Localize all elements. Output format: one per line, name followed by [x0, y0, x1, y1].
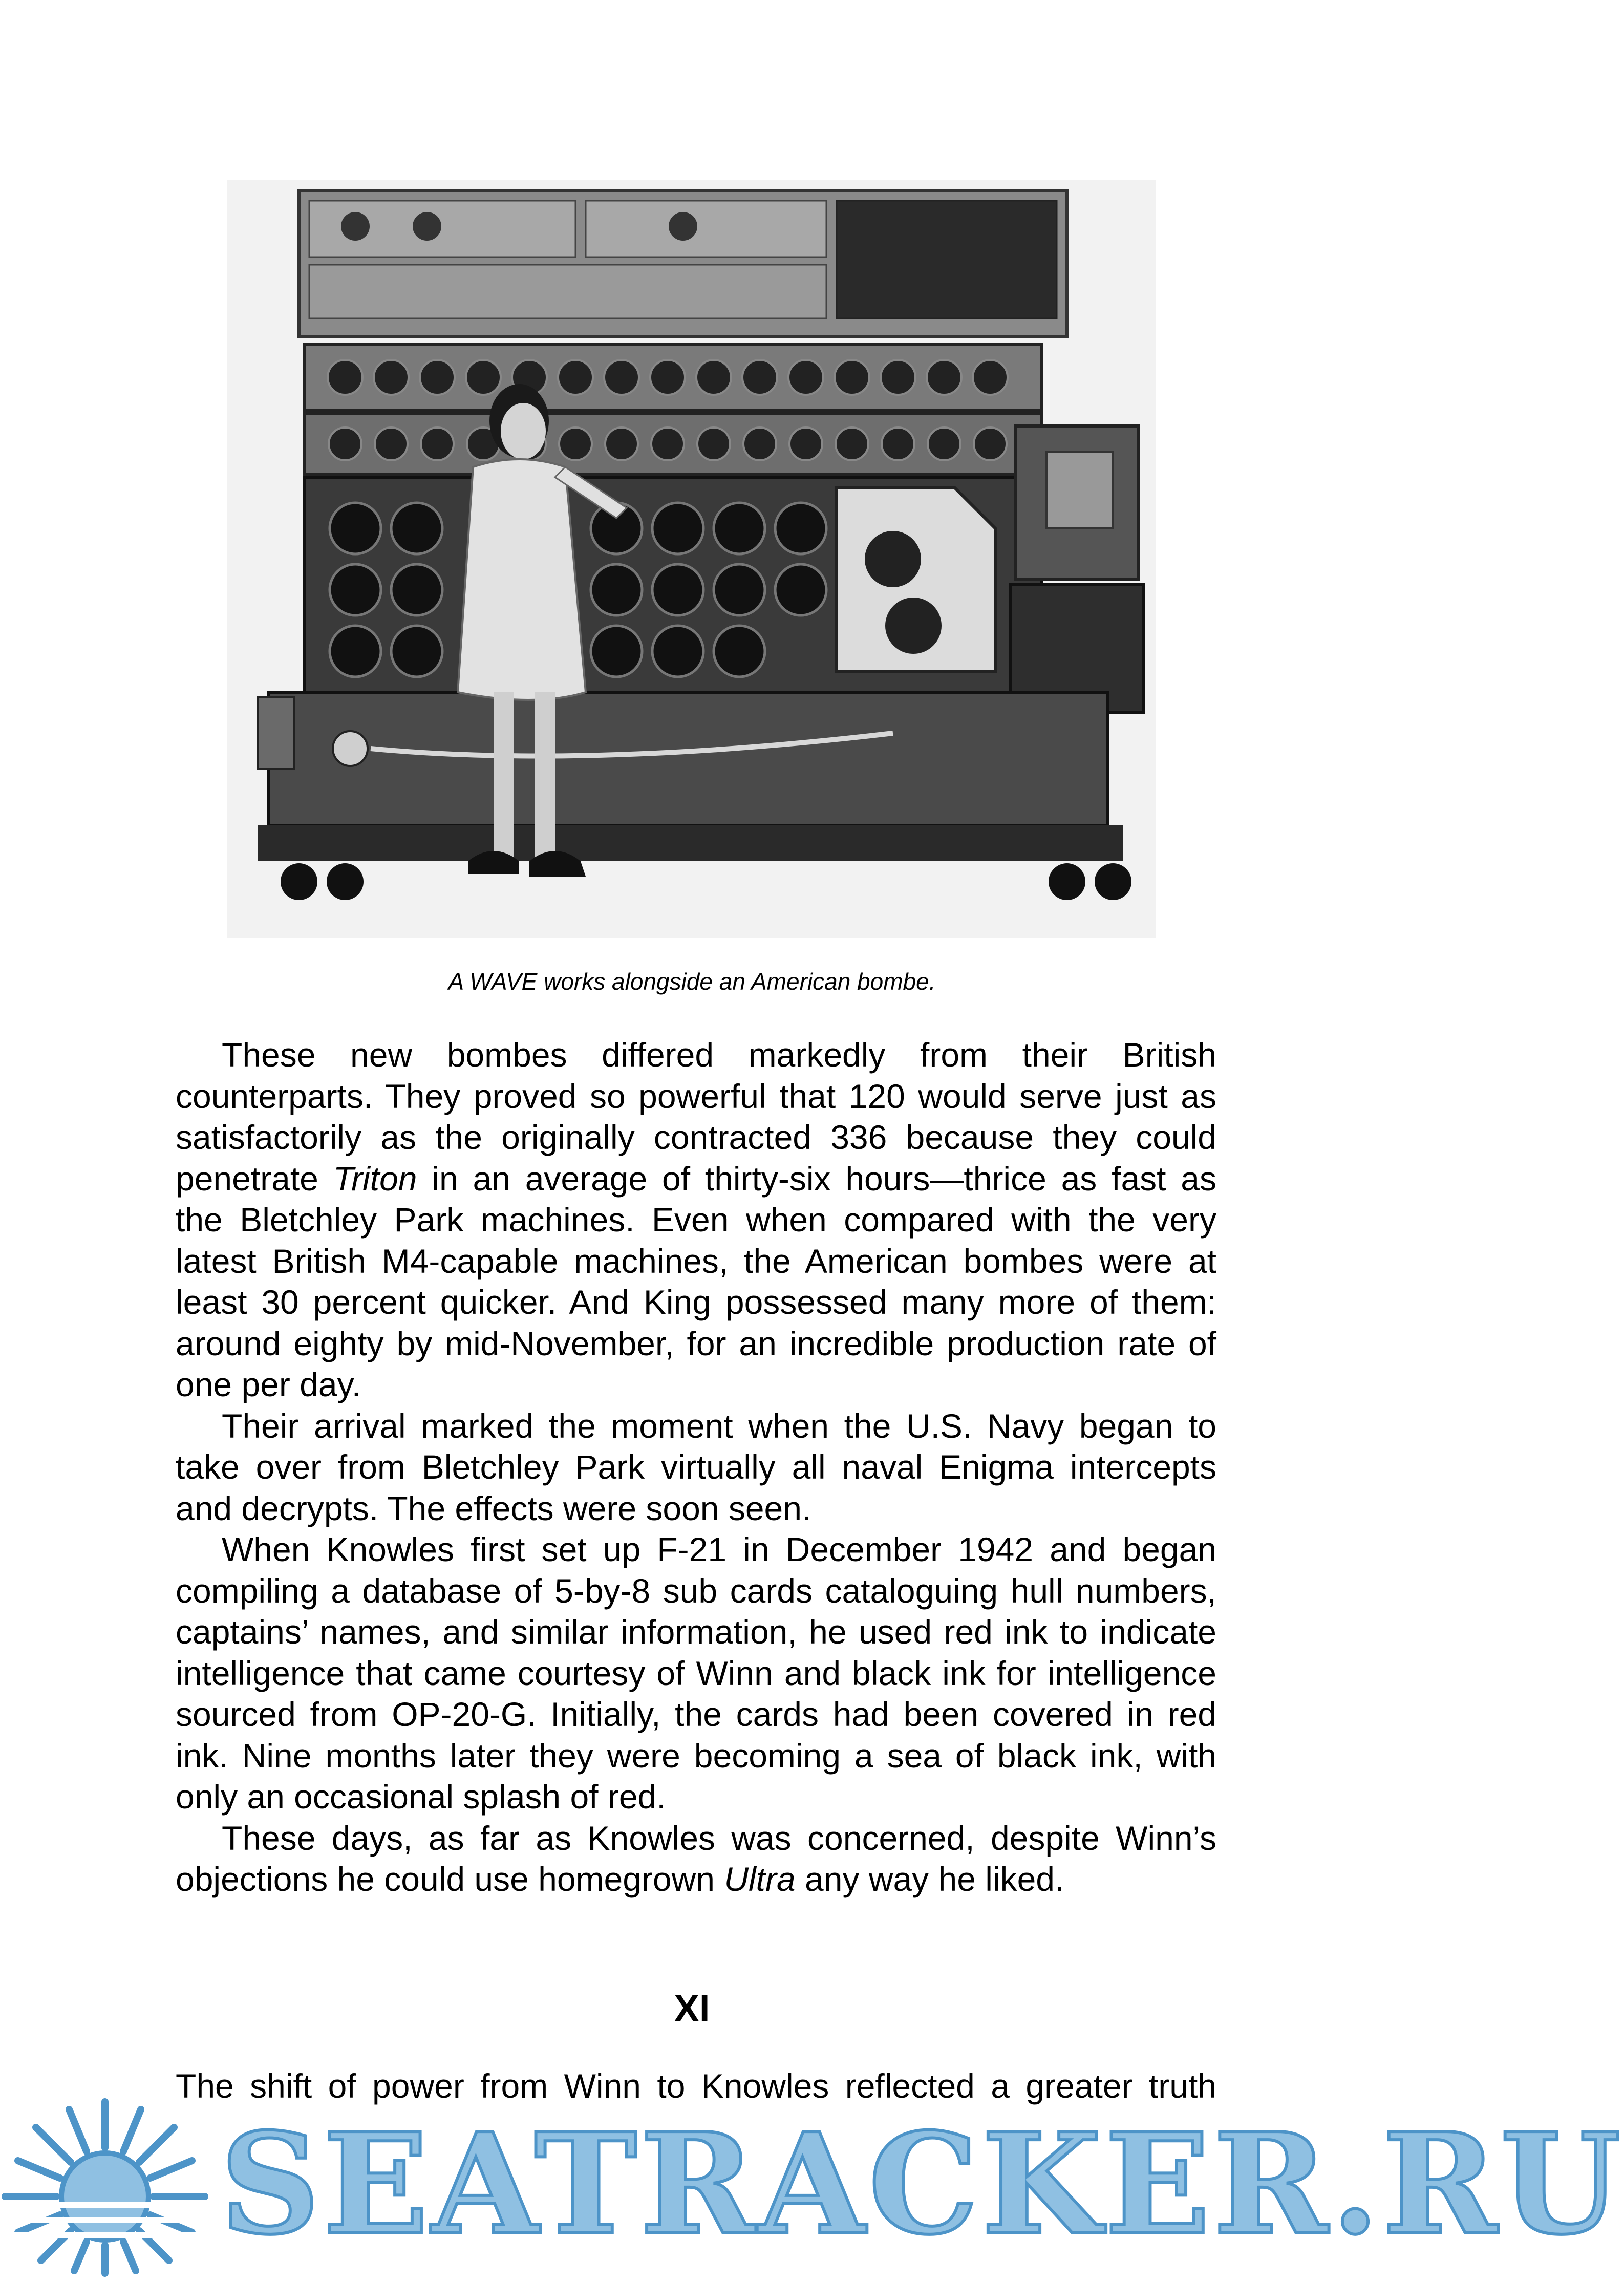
paragraph-1-emphasis: Triton — [333, 1159, 417, 1198]
next-paragraph-start: The shift of power from Winn to Knowles reflected a greater truth — [176, 2067, 1216, 2105]
paragraph-4-emphasis: Ultra — [724, 1860, 796, 1898]
paragraph-1 — [176, 1034, 1216, 1405]
bombe-photo — [227, 180, 1156, 938]
paragraph-4-text-a: These days, as far as Knowles was concerned, despite Winn’s objections he could use homegrown — [176, 1819, 1216, 1898]
paragraph-3: When Knowles first set up F-21 in December 1942 and began compiling a database of 5-by-8 sub cards cataloguing hull numbers, captains’ names, and similar information, he used red ink to indicate intelligence that came courtesy of Winn and black ink for intelligence sourced from OP-20-G. Initially, the cards had been covered in red ink. Nine months later they were becoming a sea of black ink, with only an occasional splash of red. — [176, 1530, 1216, 1816]
paragraph-1-text-a: These new bombes differed markedly from their British counterparts. They proved so powerful that 120 would serve just as satisfactorily as the originally contracted 336 because they could penetrate — [176, 1036, 1216, 1198]
paragraph-2: Their arrival marked the moment when the U.S. Navy began to take over from Bletchley Park virtually all naval Enigma intercepts and decrypts. The effects were soon seen. — [176, 1406, 1216, 1527]
paragraph-4 — [176, 1818, 1216, 1900]
photo-caption: A WAVE works alongside an American bombe. — [448, 968, 936, 995]
section-heading: XI — [674, 1987, 710, 2030]
watermark-text: SEATRACKER.RU — [220, 2102, 1624, 2265]
paragraph-4-text-b: any way he liked. — [795, 1860, 1064, 1898]
paragraph-1-text-b: in an average of thirty-six hours—thrice as fast as the Bletchley Park machines. Even when compared with the very latest British M4-capable machines, the American bombes were at least 30 percent quicker. And King possessed many more of them: around eighty by mid-November, for an incredible production rate of one per day. — [176, 1159, 1216, 1403]
body-text — [176, 1034, 1216, 1900]
